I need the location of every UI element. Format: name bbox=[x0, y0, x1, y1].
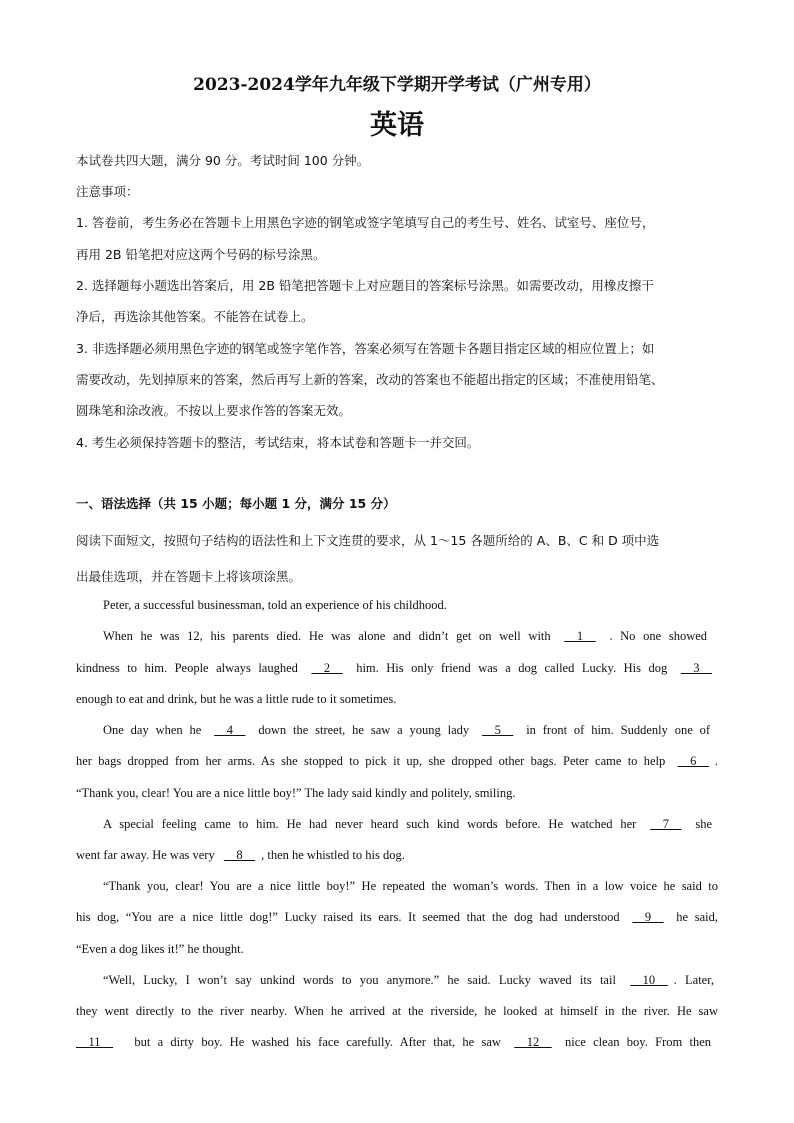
notice-line: 2. 选择题每小题选出答案后，用 2B 铅笔把答题卡上对应题目的答案标号涂黑。如需要改动，用橡皮擦干 bbox=[76, 278, 654, 293]
passage-text: in front of him. Suddenly one of bbox=[526, 723, 711, 737]
answer-blank: 12 bbox=[514, 1035, 552, 1049]
passage-line: “Even a dog likes it!” he thought. bbox=[76, 942, 244, 956]
passage-text: his dog, “You are a nice little dog!” Lucky raised its ears. It seemed that the dog had understood bbox=[76, 910, 620, 924]
passage-text: down the street, he saw a young lady bbox=[258, 723, 470, 737]
notice-line: 4. 考生必须保持答题卡的整洁，考试结束，将本试卷和答题卡一并交回。 bbox=[76, 435, 480, 450]
passage-line: enough to eat and drink, but he was a little rude to it sometimes. bbox=[76, 692, 397, 706]
passage-line bbox=[103, 629, 707, 644]
exam-title: 2023-2024学年九年级下学期开学考试（广州专用） bbox=[193, 75, 601, 95]
passage-text: . bbox=[714, 754, 718, 768]
passage-line bbox=[76, 910, 718, 925]
passage-text: When he was 12, his parents died. He was alone and didn’t get on well with bbox=[103, 629, 551, 643]
passage-line bbox=[76, 848, 405, 863]
passage-text: him. His only friend was a dog called Lucky. His dog bbox=[356, 661, 668, 675]
answer-blank: 7 bbox=[650, 817, 682, 831]
answer-blank: 5 bbox=[482, 723, 514, 737]
answer-blank: 6 bbox=[677, 754, 709, 768]
passage-text: nice clean boy. From then bbox=[565, 1035, 712, 1049]
notice-line: 需要改动，先划掉原来的答案，然后再写上新的答案，改动的答案也不能超出指定的区域；不准使用铅笔、 bbox=[76, 372, 664, 387]
subject-title: 英语 bbox=[370, 110, 424, 141]
passage-text: kindness to him. People always laughed bbox=[76, 661, 298, 675]
passage-line: Peter, a successful businessman, told an experience of his childhood. bbox=[103, 598, 447, 612]
notice-line: 再用 2B 铅笔把对应这两个号码的标号涂黑。 bbox=[76, 247, 326, 262]
notice-line: 净后，再选涂其他答案。不能答在试卷上。 bbox=[76, 309, 314, 324]
passage-line: “Thank you, clear! You are a nice little boy!” He repeated the woman’s words. Then in a low voice he said to bbox=[103, 879, 718, 893]
section-directions: 出最佳选项，并在答题卡上将该项涂黑。 bbox=[76, 569, 302, 584]
passage-text: . Later, bbox=[673, 973, 714, 987]
answer-blank: 10 bbox=[630, 973, 668, 987]
notice-line: 1. 答卷前，考生务必在答题卡上用黑色字迹的钢笔或签字笔填写自己的考生号、姓名、试室号、座位号， bbox=[76, 215, 655, 230]
passage-text: . No one showed bbox=[609, 629, 708, 643]
passage-text: “Well, Lucky, I won’t say unkind words to you anymore.” he said. Lucky waved its tail bbox=[103, 973, 616, 987]
section-heading: 一、语法选择（共 15 小题；每小题 1 分，满分 15 分） bbox=[76, 496, 396, 511]
passage-text: , then he whistled to his dog. bbox=[261, 848, 405, 862]
passage-text: she bbox=[695, 817, 713, 831]
answer-blank: 2 bbox=[311, 661, 343, 675]
answer-blank: 3 bbox=[680, 661, 713, 675]
passage-text: but a dirty boy. He washed his face carefully. After that, he saw bbox=[134, 1035, 501, 1049]
passage-line bbox=[76, 754, 718, 769]
passage-line bbox=[103, 973, 714, 988]
passage-text: One day when he bbox=[103, 723, 202, 737]
notice-label: 注意事项： bbox=[76, 184, 139, 199]
notice-line: 圆珠笔和涂改液。不按以上要求作答的答案无效。 bbox=[76, 403, 352, 418]
passage-text: her bags dropped from her arms. As she stopped to pick it up, she dropped other bags. Peter came to help bbox=[76, 754, 666, 768]
exam-intro: 本试卷共四大题，满分 90 分。考试时间 100 分钟。 bbox=[76, 153, 370, 168]
section-directions: 阅读下面短文，按照句子结构的语法性和上下文连贯的要求，从 1～15 各题所给的 A、B、C 和 D 项中选 bbox=[76, 533, 660, 548]
answer-blank: 9 bbox=[632, 910, 664, 924]
answer-blank: 1 bbox=[564, 629, 596, 643]
notice-line: 3. 非选择题必须用黑色字迹的钢笔或签字笔作答，答案必须写在答题卡各题目指定区域的相应位置上；如 bbox=[76, 341, 655, 356]
passage-line: they went directly to the river nearby. When he arrived at the riverside, he looked at himself in the river. He saw bbox=[76, 1004, 718, 1018]
passage-line bbox=[76, 661, 718, 676]
answer-blank: 4 bbox=[214, 723, 246, 737]
passage-text: A special feeling came to him. He had never heard such kind words before. He watched her bbox=[103, 817, 637, 831]
passage-line bbox=[76, 1035, 711, 1050]
passage-text: went far away. He was very bbox=[76, 848, 215, 862]
answer-blank: 11 bbox=[76, 1035, 114, 1049]
answer-blank: 8 bbox=[223, 848, 256, 862]
passage-line bbox=[103, 723, 710, 738]
passage-text: he said, bbox=[676, 910, 718, 924]
passage-line bbox=[103, 817, 712, 832]
passage-line: “Thank you, clear! You are a nice little boy!” The lady said kindly and politely, smiling. bbox=[76, 786, 516, 800]
